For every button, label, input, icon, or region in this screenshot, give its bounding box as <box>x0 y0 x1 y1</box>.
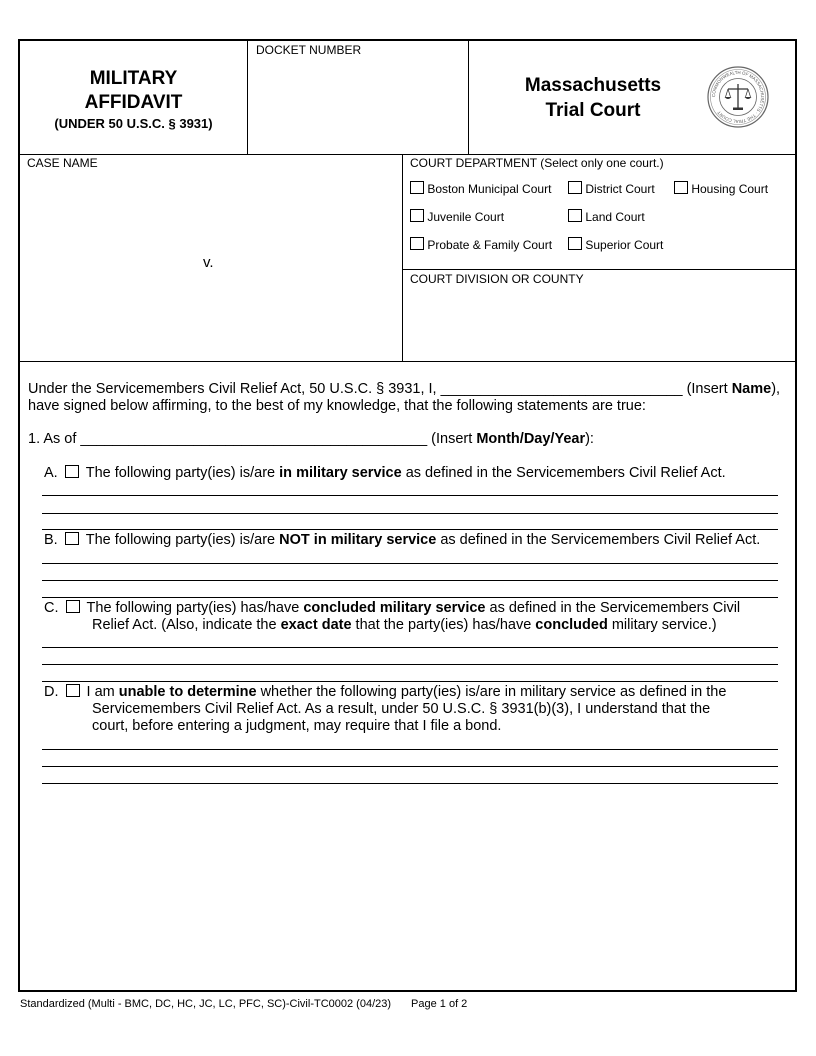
defendant-field[interactable] <box>27 279 397 357</box>
checkbox[interactable] <box>674 181 688 194</box>
option-juvenile-court[interactable]: Juvenile Court <box>410 209 504 224</box>
option-district-court[interactable]: District Court <box>568 181 655 196</box>
entry-line[interactable] <box>42 647 778 648</box>
entry-line[interactable] <box>42 495 778 496</box>
court-department-label: COURT DEPARTMENT (Select only one court.) <box>410 156 664 170</box>
trial-court-seal-icon <box>706 65 770 129</box>
versus-label: v. <box>203 254 214 271</box>
divider <box>468 41 469 154</box>
checkbox[interactable] <box>568 181 582 194</box>
option-housing-court[interactable]: Housing Court <box>674 181 768 196</box>
court-name: Massachusetts Trial Court <box>524 75 662 121</box>
entry-line[interactable] <box>42 766 778 767</box>
as-of-date-field[interactable] <box>80 432 416 447</box>
court-division-field[interactable] <box>410 289 790 357</box>
page-number: Page 1 of 2 <box>411 998 468 1010</box>
checkbox[interactable] <box>410 181 424 194</box>
entry-line[interactable] <box>42 664 778 665</box>
intro-statement: Under the Servicemembers Civil Relief Act, 50 U.S.C. § 3931, I, ______________________________ (Insert Name), have signed below affirming, to the best of my knowledge, that the following statements are true: <box>28 381 781 414</box>
divider <box>20 154 795 155</box>
checkbox[interactable] <box>568 209 582 222</box>
divider <box>402 269 795 270</box>
entry-line[interactable] <box>42 681 778 682</box>
option-d: D. I am unable to determine whether the following party(ies) is/are in military service as defined in the Servicemembers Civil Relief Act. As a result, under 50 U.S.C. § 3931(b)(3), I understand that the court, before entering a judgment, may require that I file a bond. <box>44 684 727 734</box>
form-frame <box>18 39 797 992</box>
entry-line[interactable] <box>42 529 778 530</box>
option-boston-municipal-court[interactable]: Boston Municipal Court <box>410 181 551 196</box>
option-b: B. The following party(ies) is/are NOT in military service as defined in the Servicemembers Civil Relief Act. <box>44 532 761 548</box>
option-a-checkbox[interactable] <box>65 465 79 478</box>
divider <box>402 154 403 361</box>
entry-line[interactable] <box>42 513 778 514</box>
option-superior-court[interactable]: Superior Court <box>568 237 663 252</box>
option-c: C. The following party(ies) has/have concluded military service as defined in the Servicemembers Civil Relief Act. (Also, indicate the exact date that the party(ies) has/have concluded military service.) <box>44 600 741 633</box>
option-d-checkbox[interactable] <box>66 684 80 697</box>
option-land-court[interactable]: Land Court <box>568 209 645 224</box>
checkbox[interactable] <box>410 237 424 250</box>
form-footer: Standardized (Multi - BMC, DC, HC, JC, LC, PFC, SC)-Civil-TC0002 (04/23) Page 1 of 2 <box>20 998 468 1010</box>
entry-line[interactable] <box>42 563 778 564</box>
divider <box>247 41 248 154</box>
option-probate-family-court[interactable]: Probate & Family Court <box>410 237 552 252</box>
item-1-date-line: 1. As of ___________________________________________ (Insert Month/Day/Year): <box>28 431 594 447</box>
svg-text:COMMONWEALTH OF MASSACHUSETTS: COMMONWEALTH OF MASSACHUSETTS · THE TRIAL COURT <box>710 69 766 125</box>
form-subtitle: (UNDER 50 U.S.C. § 3931) <box>54 116 213 131</box>
docket-number-field[interactable] <box>256 59 462 149</box>
checkbox[interactable] <box>568 237 582 250</box>
court-division-label: COURT DIVISION OR COUNTY <box>410 272 584 286</box>
divider <box>20 361 795 362</box>
entry-line[interactable] <box>42 783 778 784</box>
entry-line[interactable] <box>42 749 778 750</box>
docket-number-label: DOCKET NUMBER <box>256 43 362 57</box>
option-b-checkbox[interactable] <box>65 532 79 545</box>
option-a: A. The following party(ies) is/are in military service as defined in the Servicemembers Civil Relief Act. <box>44 465 726 481</box>
form-title: MILITARY AFFIDAVIT (UNDER 50 U.S.C. § 3931) <box>20 67 247 132</box>
option-c-checkbox[interactable] <box>66 600 80 613</box>
affiant-name-field[interactable] <box>278 383 512 398</box>
case-name-label: CASE NAME <box>27 156 98 170</box>
plaintiff-field[interactable] <box>27 172 397 252</box>
entry-line[interactable] <box>42 580 778 581</box>
entry-line[interactable] <box>42 597 778 598</box>
checkbox[interactable] <box>410 209 424 222</box>
